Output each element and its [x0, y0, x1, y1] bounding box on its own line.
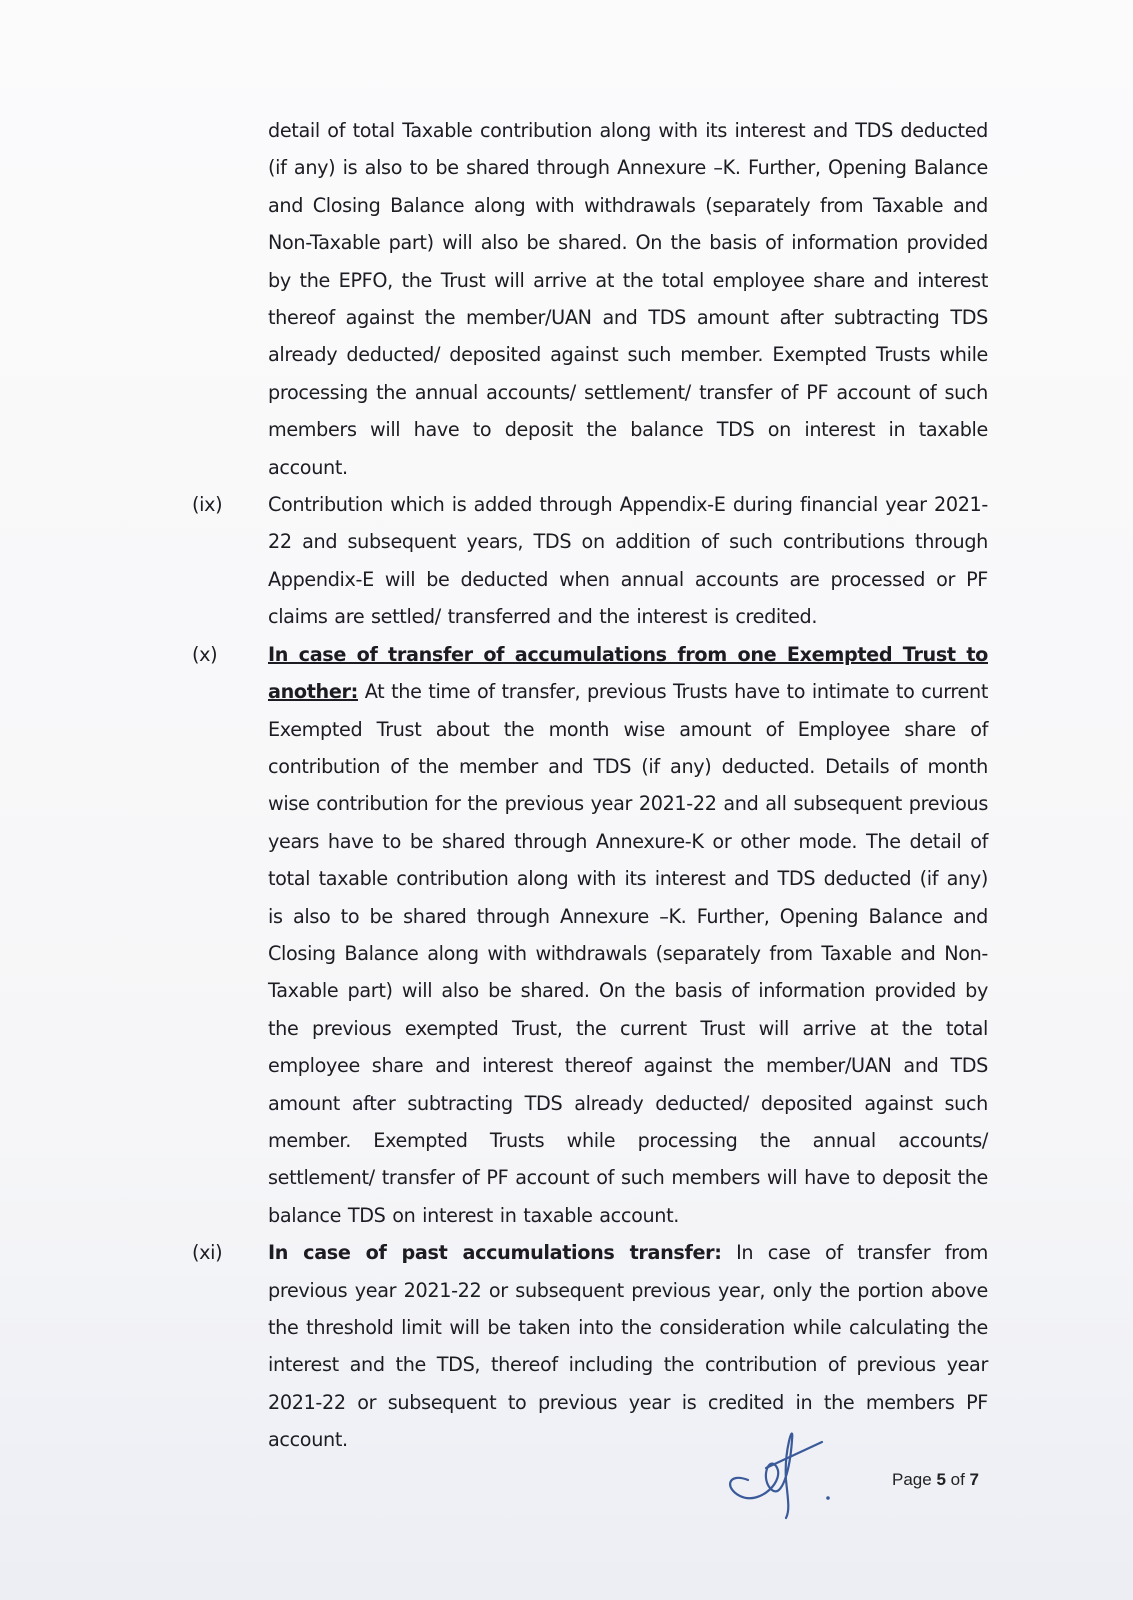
signature-icon	[720, 1410, 840, 1520]
item-heading: In case of transfer of accumulations from one Exempted Trust to another:	[268, 642, 988, 704]
list-item-xi	[188, 1234, 988, 1458]
item-number: (xi)	[192, 1241, 223, 1265]
total-pages: 7	[969, 1470, 979, 1489]
page-number: Page 5 of 7	[892, 1470, 979, 1489]
list-item-x	[188, 636, 988, 1235]
item-text: At the time of transfer, previous Trusts have to intimate to current Exempted Trust about the month wise amount of Employee share of contribution of the member and TDS (if any) deducted. Details of month wise contribution for the previous year 2021-22 and all subsequent previous years have to be shared through Annexure-K or other mode. The detail of total taxable contribution along with its interest and TDS deducted (if any) is also to be shared through Annexure –K. Further, Opening Balance and Closing Balance along with withdrawals (separately from Taxable and Non-Taxable part) will also be shared. On the basis of information provided by the previous exempted Trust, the current Trust will arrive at the total employee share and interest thereof against the member/UAN and TDS amount after subtracting TDS already deducted/ deposited against such member. Exempted Trusts while processing the annual accounts/ settlement/ transfer of PF account of such members will have to deposit the balance TDS on interest in taxable account.	[268, 680, 988, 1227]
item-number: (ix)	[192, 493, 223, 517]
item-text: In case of transfer from previous year 2021-22 or subsequent previous year, only the portion above the threshold limit will be taken into the consideration while calculating the interest and the TDS, thereof including the contribution of previous year 2021-22 or subsequent to previous year is credited in the members PF account.	[268, 1241, 988, 1452]
document-body	[188, 112, 988, 1459]
item-number: (x)	[192, 642, 218, 666]
list-item-ix	[188, 486, 988, 636]
continuation-paragraph	[188, 112, 988, 486]
current-page: 5	[936, 1470, 946, 1489]
item-heading: In case of past accumulations transfer:	[268, 1241, 722, 1265]
item-text: Contribution which is added through Appendix-E during financial year 2021-22 and subsequent years, TDS on addition of such contributions through Appendix-E will be deducted when annual accounts are processed or PF claims are settled/ transferred and the interest is credited.	[268, 493, 988, 629]
paragraph-text: detail of total Taxable contribution along with its interest and TDS deducted (if any) is also to be shared through Annexure –K. Further, Opening Balance and Closing Balance along with withdrawals (separately from Taxable and Non-Taxable part) will also be shared. On the basis of information provided by the EPFO, the Trust will arrive at the total employee share and interest thereof against the member/UAN and TDS amount after subtracting TDS already deducted/ deposited against such member. Exempted Trusts while processing the annual accounts/ settlement/ transfer of PF account of such members will have to deposit the balance TDS on interest in taxable account.	[268, 119, 988, 479]
